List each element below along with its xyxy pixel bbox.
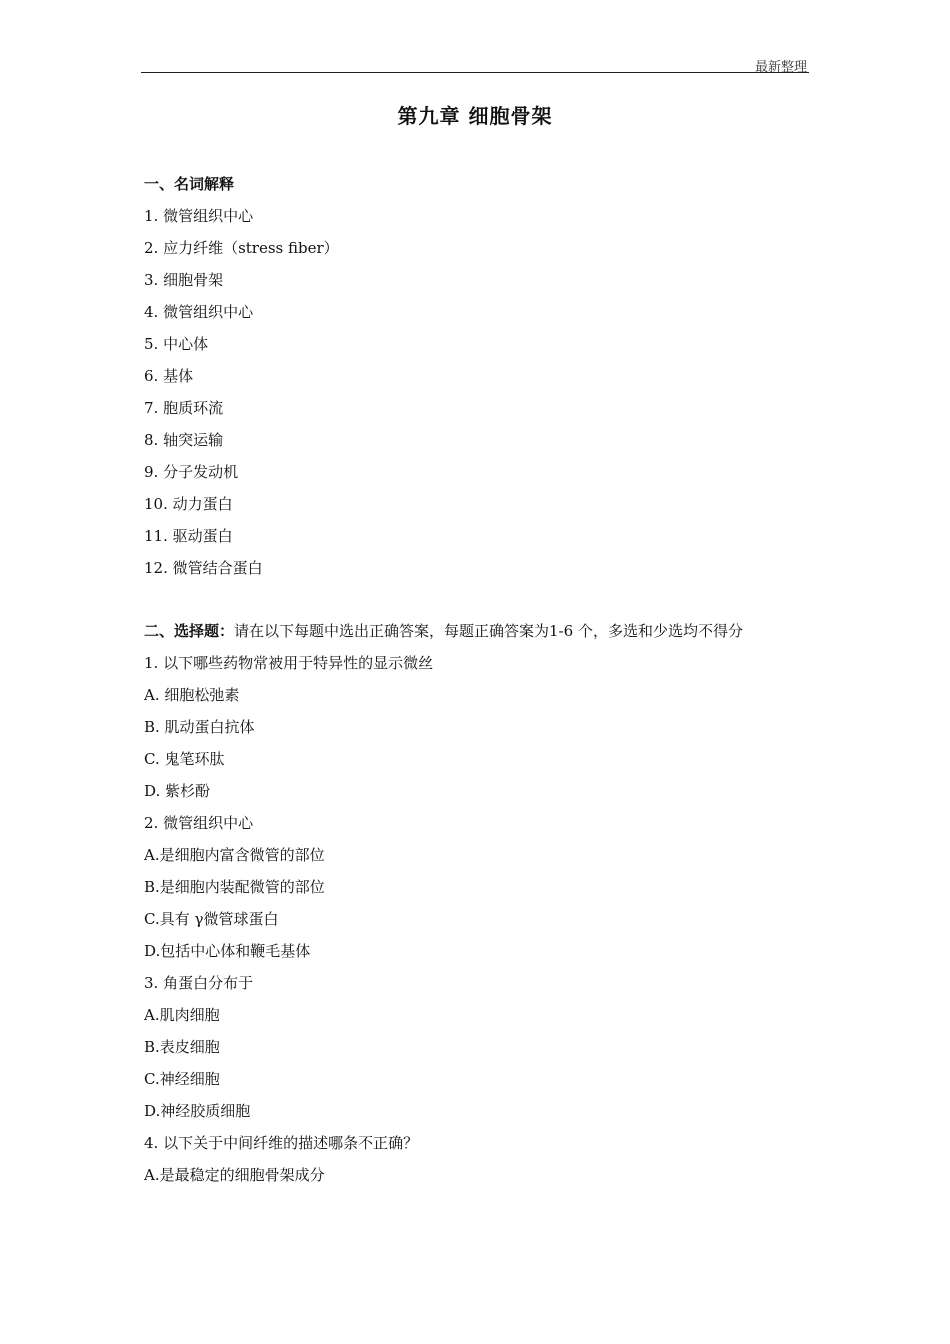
question-line: B.是细胞内装配微管的部位 — [144, 878, 325, 896]
term-item: 7. 胞质环流 — [144, 399, 224, 417]
question-line: C. 鬼笔环肽 — [144, 750, 225, 768]
question-line: 3. 角蛋白分布于 — [144, 974, 254, 992]
question-line: 2. 微管组织中心 — [144, 814, 254, 832]
question-line: D. 紫杉酚 — [144, 782, 211, 800]
term-item: 1. 微管组织中心 — [144, 207, 254, 225]
header-rule — [141, 72, 809, 73]
section2-heading — [144, 621, 743, 641]
question-line: D.包括中心体和鞭毛基体 — [144, 942, 311, 960]
term-item: 4. 微管组织中心 — [144, 303, 254, 321]
question-line: B.表皮细胞 — [144, 1038, 220, 1056]
section2-heading-instructions: 请在以下每题中选出正确答案，每题正确答案为1-6 个，多选和少选均不得分 — [234, 622, 743, 640]
term-item: 11. 驱动蛋白 — [144, 527, 233, 545]
question-line: 1. 以下哪些药物常被用于特异性的显示微丝 — [144, 654, 434, 672]
page-header-text: 最新整理 — [754, 60, 807, 75]
term-item: 8. 轴突运输 — [144, 431, 224, 449]
question-line: 4. 以下关于中间纤维的描述哪条不正确？ — [144, 1134, 419, 1152]
question-line: C.神经细胞 — [144, 1070, 220, 1088]
question-line: D.神经胶质细胞 — [144, 1102, 251, 1120]
question-line: A. 细胞松弛素 — [144, 686, 240, 704]
question-line: A.肌肉细胞 — [144, 1006, 220, 1024]
term-item: 5. 中心体 — [144, 335, 209, 353]
term-item: 9. 分子发动机 — [144, 463, 239, 481]
term-item: 12. 微管结合蛋白 — [144, 559, 263, 577]
term-item: 6. 基体 — [144, 367, 194, 385]
question-line: A.是细胞内富含微管的部位 — [144, 846, 325, 864]
section2-heading-label: 二、选择题： — [144, 622, 235, 640]
page-title: 第九章 细胞骨架 — [397, 104, 553, 128]
term-item: 3. 细胞骨架 — [144, 271, 224, 289]
question-line: A.是最稳定的细胞骨架成分 — [144, 1166, 325, 1184]
term-item: 2. 应力纤维（stress fiber） — [144, 239, 339, 257]
term-item: 10. 动力蛋白 — [144, 495, 233, 513]
section1-heading: 一、名词解释 — [144, 175, 235, 193]
question-line: C.具有 γ微管球蛋白 — [144, 910, 279, 928]
question-line: B. 肌动蛋白抗体 — [144, 718, 255, 736]
